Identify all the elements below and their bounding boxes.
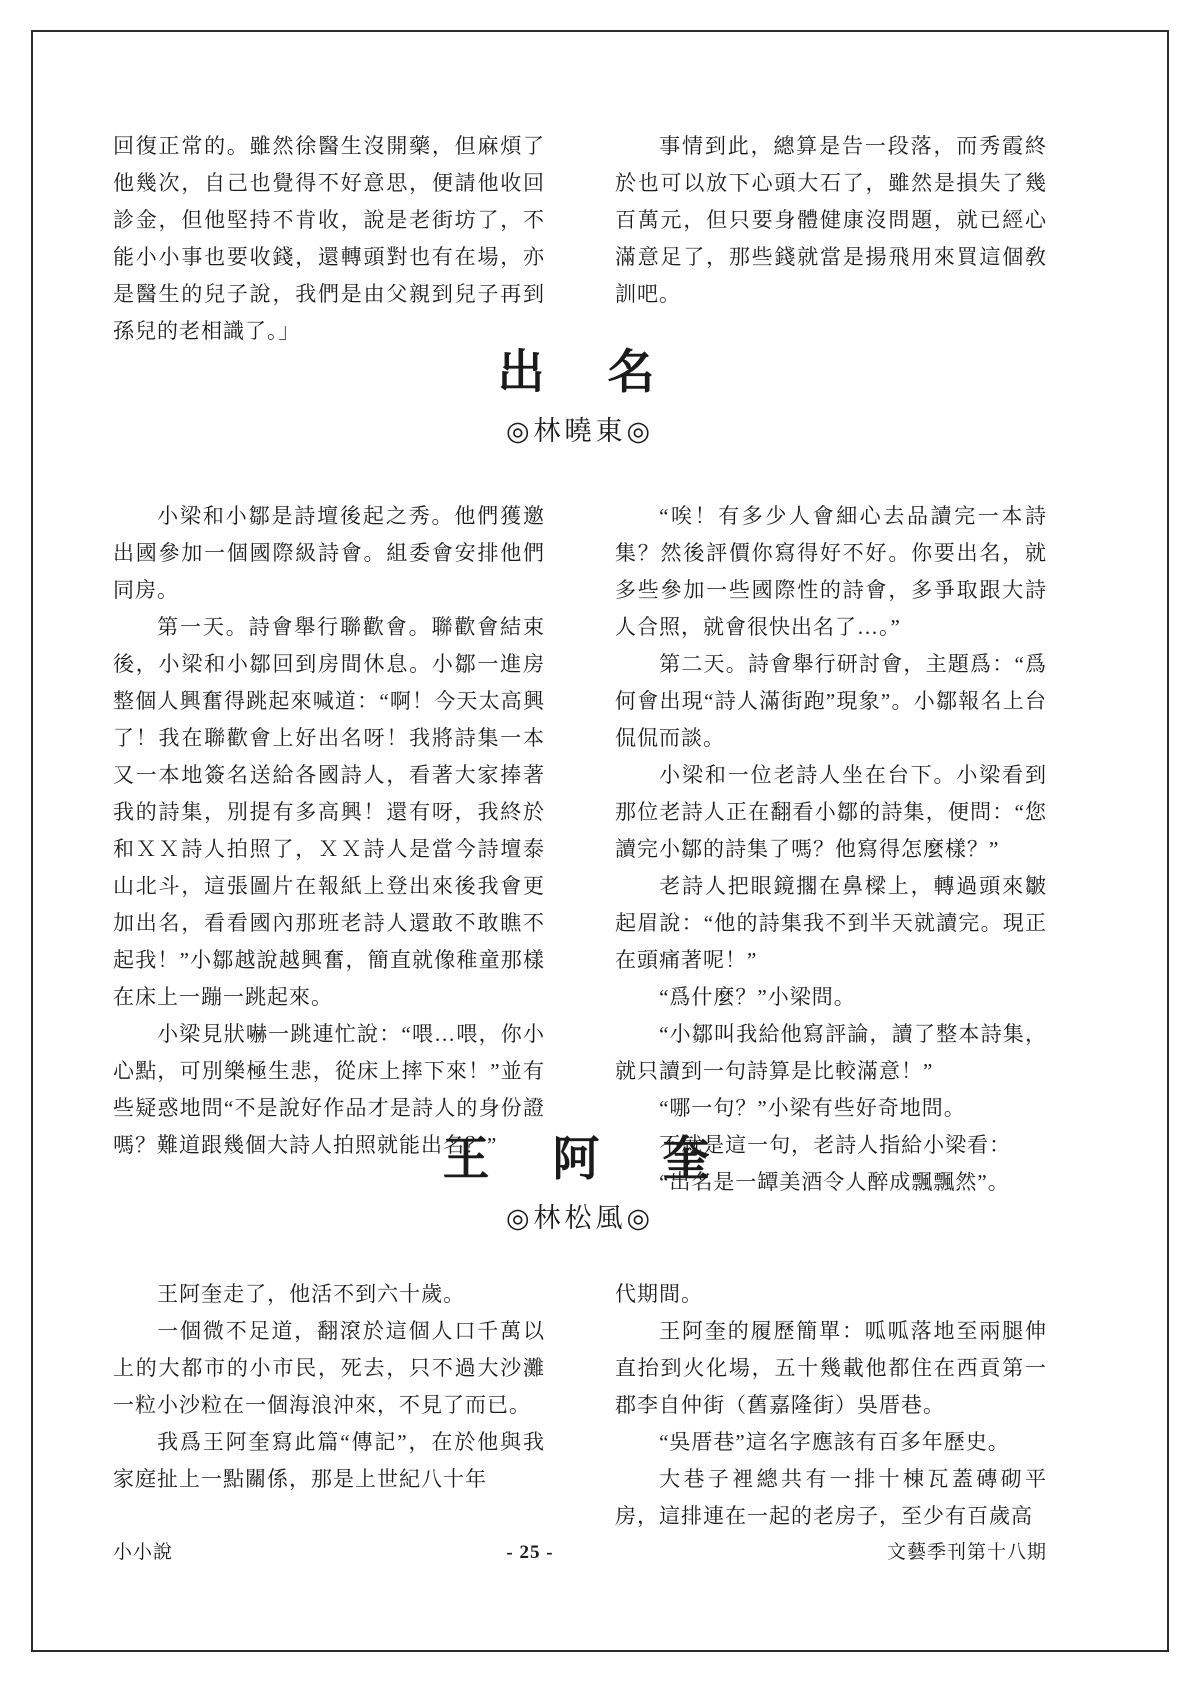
body-paragraph: “哪一句？”小梁有些好奇地問。 <box>659 1096 966 1120</box>
body-paragraph: 王阿奎的履歷簡單：呱呱落地至兩腿伸直抬到火化場，五十幾載他都住在西貢第一郡李自仲街（舊嘉隆街）吳厝巷。 <box>615 1319 1047 1417</box>
body-paragraph: 回復正常的。雖然徐醫生沒開藥，但麻煩了他幾次，自己也覺得不好意思，便請他收回診金，但他堅持不肯收，說是老街坊了，不能小小事也要收錢，還轉頭對也有在場，亦是醫生的兒子說，我們是由父親到兒子再到孫兒的老相識了。」 <box>113 134 545 343</box>
body-paragraph: 小梁和一位老詩人坐在台下。小梁看到那位老詩人正在翻看小鄒的詩集，便問：“您讀完小鄒的詩集了嗎？他寫得怎麼樣？” <box>615 763 1047 861</box>
body-paragraph: “出名是一罈美酒令人醉成飄飄然”。 <box>659 1170 1010 1194</box>
story-author: ◎林曉東◎ <box>505 416 655 447</box>
previous-story-ending <box>113 128 1047 350</box>
page-footer <box>113 1537 1047 1564</box>
body-paragraph: 第一天。詩會舉行聯歡會。聯歡會結束後，小梁和小鄒回到房間休息。小鄒一進房整個人興奮得跳起來喊道：“啊！今天太高興了！我在聯歡會上好出名呀！我將詩集一本又一本地簽名送給各國詩人，看著大家捧著我的詩集，別提有多高興！還有呀，我終於和ＸＸ詩人拍照了，ＸＸ詩人是當今詩壇泰山北斗，這張圖片在報紙上登出來後我會更加出名，看看國內那班老詩人還敢不敢瞧不起我！”小鄒越說越興奮，簡直就像稚童那樣在床上一蹦一跳起來。 <box>113 615 545 1009</box>
body-paragraph: “小鄒叫我給他寫評論，讀了整本詩集，就只讀到一句詩算是比較滿意！” <box>615 1022 1047 1083</box>
body-paragraph: “爲什麼？”小梁問。 <box>659 985 856 1009</box>
left-column <box>113 128 545 350</box>
story-chuming-body <box>113 498 1047 1201</box>
story-author: ◎林松風◎ <box>505 1203 655 1234</box>
body-paragraph: 大巷子裡總共有一排十棟瓦蓋磚砌平房，這排連在一起的老房子，至少有百歲高 <box>615 1467 1047 1528</box>
body-paragraph: 王阿奎走了，他活不到六十歲。 <box>157 1282 466 1306</box>
body-paragraph: “唉！有多少人會細心去品讀完一本詩集？然後評價你寫得好不好。你要出名，就多些參加一些國際性的詩會，多爭取跟大詩人合照，就會很快出名了…。” <box>615 504 1047 639</box>
footer-section-label: 小小說 <box>113 1542 174 1563</box>
body-paragraph: 第二天。詩會舉行研討會，主題爲：“爲何會出現“詩人滿街跑”現象”。小鄒報名上台侃侃而談。 <box>615 652 1047 750</box>
body-paragraph: 老詩人把眼鏡擱在鼻樑上，轉過頭來皺起眉說：“他的詩集我不到半天就讀完。現正在頭痛著呢！” <box>615 874 1047 972</box>
body-paragraph: “吳厝巷”這名字應該有百多年歷史。 <box>659 1430 1010 1454</box>
right-column <box>615 128 1047 350</box>
story-title: 出 名 <box>497 347 663 399</box>
left-column <box>113 498 545 1201</box>
right-column <box>615 498 1047 1201</box>
body-paragraph: 小梁見狀嚇一跳連忙說：“喂…喂，你小心點，可別樂極生悲，從床上摔下來！”並有些疑惑地問“不是說好作品才是詩人的身份證嗎？難道跟幾個大詩人拍照就能出名？” <box>113 1022 545 1157</box>
footer-journal-title: 文藝季刊第十八期 <box>886 1542 1047 1563</box>
left-column <box>113 1276 545 1535</box>
body-paragraph: 代期間。 <box>615 1282 703 1306</box>
body-paragraph: 不就是這一句，老詩人指給小梁看： <box>659 1133 1012 1157</box>
footer-page-number: - 25 - <box>506 1542 554 1563</box>
body-paragraph: 事情到此，總算是告一段落，而秀霞終於也可以放下心頭大石了，雖然是損失了幾百萬元，但只要身體健康沒問題，就已經心滿意足了，那些錢就當是揚飛用來買這個敎訓吧。 <box>615 134 1047 306</box>
story-title: 王 阿 奎 <box>442 1134 718 1186</box>
story-wangakui-body <box>113 1276 1047 1535</box>
story-chuming-header <box>113 345 1047 448</box>
body-paragraph: 一個微不足道，翻滾於這個人口千萬以上的大都市的小市民，死去，只不過大沙灘一粒小沙粒在一個海浪沖來，不見了而已。 <box>113 1319 545 1417</box>
body-paragraph: 小梁和小鄒是詩壇後起之秀。他們獲邀出國參加一個國際級詩會。組委會安排他們同房。 <box>113 504 545 602</box>
body-paragraph: 我爲王阿奎寫此篇“傳記”，在於他與我家庭扯上一點關係，那是上世紀八十年 <box>113 1430 545 1491</box>
right-column <box>615 1276 1047 1535</box>
story-wangakui-header <box>113 1132 1047 1235</box>
